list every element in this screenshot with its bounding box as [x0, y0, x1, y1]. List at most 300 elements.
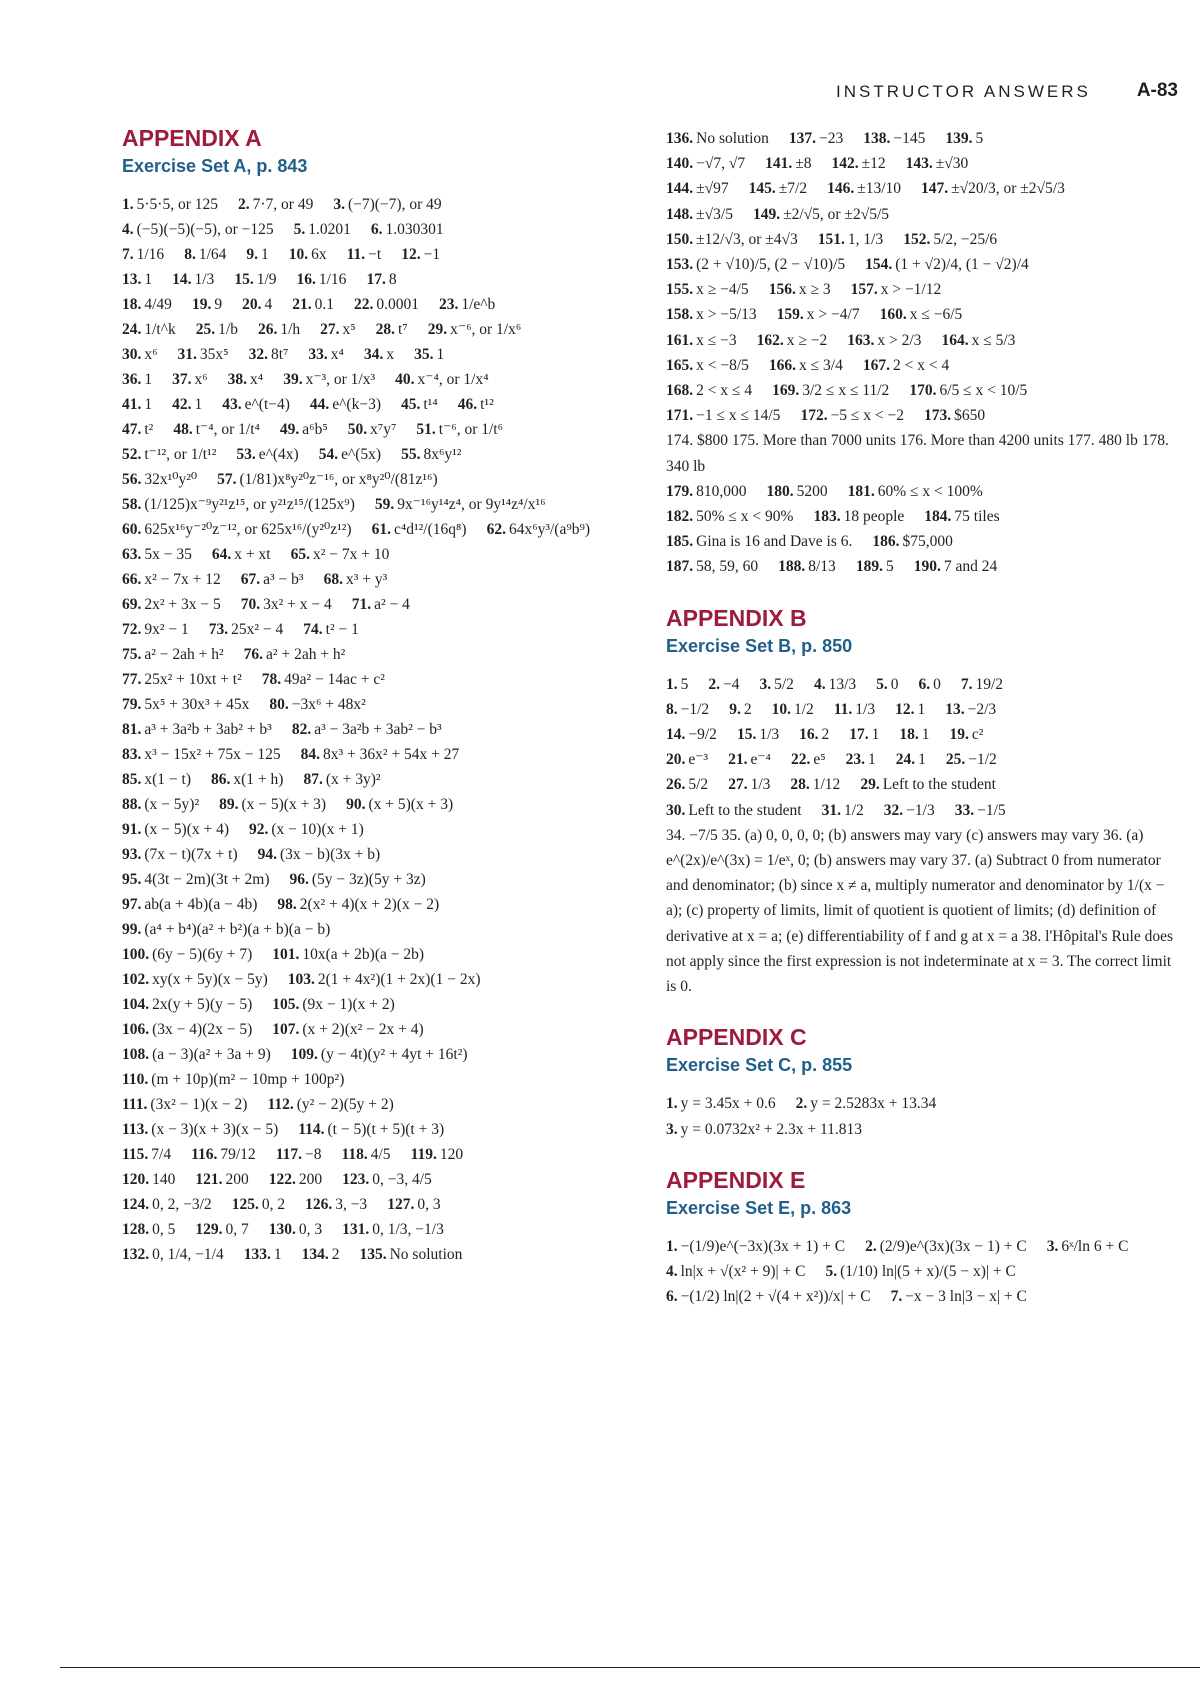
- answer-number: 121.: [195, 1171, 223, 1188]
- answer-number: 184.: [924, 508, 952, 526]
- answer-value: (1/125)x⁻⁹y²¹z¹⁵, or y²¹z¹⁵/(125x⁹): [144, 496, 355, 513]
- answer-value: 8: [388, 271, 397, 288]
- answer-value: (a − 3)(a² + 3a + 9): [152, 1046, 271, 1063]
- answer-item: [666, 533, 852, 550]
- answer-number: 59.: [374, 496, 395, 513]
- answer-number: 11.: [346, 246, 366, 263]
- answer-value: x ≤ −6/5: [909, 306, 963, 324]
- answer-item: [914, 558, 998, 575]
- answer-item: [320, 321, 356, 338]
- answer-item: [122, 1196, 212, 1213]
- answer-item: [800, 407, 904, 424]
- answer-value: x⁻³, or 1/x³: [305, 371, 376, 388]
- answer-value: 7/4: [151, 1146, 172, 1163]
- answer-line: [122, 392, 642, 417]
- answer-value: 4/49: [144, 296, 172, 313]
- answer-number: 58.: [122, 496, 142, 513]
- answer-value: 0, 1/3, −1/3: [372, 1221, 444, 1238]
- answer-number: 7.: [960, 675, 973, 693]
- answer-item: [666, 281, 749, 298]
- answer-item: [122, 1146, 171, 1163]
- answer-item: [428, 321, 521, 338]
- answer-line: [122, 317, 642, 342]
- answer-value: ±2/√5, or ±2√5/5: [783, 205, 890, 223]
- answer-value: x⁻⁶, or 1/x⁶: [450, 321, 522, 338]
- answer-value: −4: [723, 675, 740, 693]
- answer-item: [863, 130, 925, 147]
- answer-value: 1: [194, 396, 203, 413]
- appendix-b-paragraph: 34. −7/5 35. (a) 0, 0, 0, 0; (b) answers may vary (c) answers may vary 36. (a) e^(2x)/e^(3x) = 1/eˣ, 0; (b) answers may vary 37. (a) Subtract 0 from numerator and denominator; (b) since x ≠ a, multiply numerator and denominator by 1/(x − a); (c) property of limits, limit of quotient is quotient of limits; (d) definition of derivative at x = a; (e) differentiability of f and g at x = a 38. l'Hôpital's Rule does not apply since the first expression is not indeterminate at x = 3. The correct limit is 0.: [666, 826, 1174, 996]
- answer-item: [346, 796, 453, 813]
- answer-number: 112.: [267, 1096, 294, 1113]
- answer-item: [122, 1096, 247, 1113]
- answer-value: 1: [144, 271, 153, 288]
- answer-item: [884, 802, 935, 819]
- answer-number: 6.: [918, 675, 931, 693]
- answer-item: [401, 446, 461, 463]
- answer-item: [767, 483, 828, 500]
- appendix-e-heading: APPENDIX E: [666, 1166, 806, 1193]
- answer-number: 180.: [766, 482, 794, 500]
- answer-value: 7 and 24: [943, 558, 998, 576]
- answer-number: 139.: [945, 130, 973, 147]
- answer-item: [122, 921, 330, 938]
- answer-value: 1/9: [256, 271, 277, 288]
- answer-number: 1.: [122, 196, 134, 213]
- answer-item: [728, 776, 770, 793]
- answer-number: 187.: [666, 558, 694, 576]
- answer-number: 31.: [821, 801, 841, 819]
- answer-number: 181.: [847, 482, 875, 500]
- answer-value: Left to the student: [688, 801, 802, 819]
- answer-value: 0: [890, 675, 899, 693]
- answer-value: −145: [893, 130, 926, 147]
- answer-line: [666, 227, 1178, 252]
- answer-line: [122, 342, 642, 367]
- answer-number: 3.: [759, 675, 772, 693]
- appendix-b-subheading: Exercise Set B, p. 850: [666, 635, 853, 656]
- answer-value: e^(t−4): [244, 396, 290, 413]
- answer-number: 19.: [949, 726, 969, 744]
- left-column: [122, 124, 642, 1267]
- answer-number: 143.: [905, 155, 933, 173]
- answer-number: 4.: [666, 1262, 678, 1280]
- answer-item: [228, 371, 264, 388]
- answer-item: [122, 321, 176, 338]
- answer-item: [352, 596, 410, 613]
- answer-number: 84.: [300, 746, 321, 763]
- answer-number: 18.: [122, 296, 142, 313]
- answer-number: 133.: [243, 1246, 271, 1263]
- answer-number: 48.: [173, 421, 193, 438]
- answer-value: 19/2: [975, 675, 1004, 693]
- answer-number: 35.: [414, 346, 434, 363]
- answer-number: 33.: [954, 801, 975, 819]
- answer-line: [122, 242, 642, 267]
- answer-number: 10.: [288, 246, 309, 263]
- answer-item: [122, 646, 224, 663]
- answer-value: t⁻⁶, or 1/t⁶: [438, 421, 503, 438]
- answer-value: 6/5 ≤ x < 10/5: [939, 382, 1028, 400]
- answer-item: [269, 1221, 322, 1238]
- answer-value: −5 ≤ x < −2: [830, 407, 905, 425]
- answer-item: [372, 521, 467, 538]
- answer-value: y = 0.0732x² + 2.3x + 11.813: [680, 1120, 863, 1138]
- answer-number: 15.: [736, 726, 757, 744]
- answer-number: 69.: [122, 596, 142, 613]
- answer-number: 149.: [752, 205, 781, 223]
- answer-line: [122, 717, 642, 742]
- answer-value: ln|x + √(x² + 9)| + C: [680, 1262, 806, 1280]
- answer-value: 1/b: [218, 321, 238, 338]
- answer-item: [244, 646, 346, 663]
- answer-item: [955, 802, 1006, 819]
- answer-number: 36.: [122, 371, 142, 388]
- answer-line: [122, 192, 642, 217]
- answer-line: [122, 642, 642, 667]
- answer-number: 61.: [371, 521, 391, 538]
- answer-item: [242, 296, 272, 313]
- answer-item: [173, 421, 260, 438]
- answer-item: [666, 483, 747, 500]
- answer-item: [753, 206, 889, 223]
- appendix-c-subheading: Exercise Set C, p. 855: [666, 1055, 853, 1076]
- answer-number: 94.: [257, 846, 277, 863]
- answer-number: 3.: [1046, 1237, 1059, 1255]
- answer-item: [238, 196, 313, 213]
- answer-line: [666, 176, 1178, 201]
- answer-item: [298, 1121, 444, 1138]
- answer-number: 90.: [346, 796, 366, 813]
- answer-value: 6ˣ/ln 6 + C: [1061, 1237, 1129, 1255]
- answer-number: 173.: [924, 407, 952, 425]
- answer-value: $75,000: [902, 533, 953, 551]
- answer-line: [122, 742, 642, 767]
- answer-item: [880, 306, 963, 323]
- answer-value: 7·7, or 49: [252, 196, 314, 213]
- answer-item: [122, 1171, 175, 1188]
- appendix-a-tail-answers: [666, 479, 1178, 580]
- answer-value: 5/2: [774, 675, 794, 693]
- answer-value: x(1 + h): [233, 771, 284, 788]
- answer-number: 82.: [291, 721, 312, 738]
- answer-item: [122, 221, 274, 238]
- answer-item: [666, 332, 737, 349]
- answer-value: −(1/9)e^(−3x)(3x + 1) + C: [680, 1237, 846, 1255]
- answer-number: 160.: [879, 306, 907, 324]
- answer-number: 99.: [122, 921, 142, 938]
- answer-value: ±√3/5: [696, 205, 733, 223]
- answer-line: [666, 747, 1178, 772]
- answer-number: 31.: [177, 346, 197, 363]
- answer-item: [297, 271, 347, 288]
- answer-number: 156.: [768, 281, 796, 299]
- answer-item: [291, 546, 390, 563]
- answer-value: t²: [144, 421, 154, 438]
- answer-number: 43.: [222, 396, 242, 413]
- answer-number: 80.: [269, 696, 289, 713]
- answer-value: 1/16: [136, 246, 165, 263]
- answer-item: [262, 671, 385, 688]
- answer-number: 55.: [401, 446, 421, 463]
- answer-item: [924, 407, 985, 424]
- answer-item: [122, 521, 352, 538]
- answer-number: 118.: [341, 1146, 368, 1163]
- answer-value: 2(1 + 4x²)(1 + 2x)(1 − 2x): [317, 971, 481, 988]
- answer-value: 1: [871, 726, 880, 744]
- answer-line: [122, 292, 642, 317]
- answer-number: 79.: [122, 696, 142, 713]
- answer-item: [122, 546, 192, 563]
- answer-number: 10.: [771, 700, 791, 718]
- appendix-e-section: [666, 1166, 1178, 1310]
- answer-value: e⁻³: [688, 751, 709, 769]
- answer-line: [122, 1042, 642, 1067]
- answer-item: [283, 371, 375, 388]
- answer-number: 28.: [790, 776, 810, 794]
- answer-item: [122, 446, 216, 463]
- answer-item: [921, 180, 1065, 197]
- answer-item: [122, 796, 199, 813]
- answer-item: [666, 1095, 776, 1112]
- answer-number: 27.: [320, 321, 340, 338]
- answer-line: [666, 697, 1178, 722]
- answer-value: x ≤ 5/3: [971, 331, 1016, 349]
- answer-line: [666, 554, 1178, 579]
- answer-number: 19.: [191, 296, 212, 313]
- answer-number: 7.: [122, 246, 134, 263]
- answer-number: 120.: [122, 1171, 150, 1188]
- answer-line: [666, 772, 1178, 797]
- answer-item: [267, 1096, 393, 1113]
- answer-value: 58, 59, 60: [696, 558, 759, 576]
- answer-number: 29.: [427, 321, 448, 338]
- answer-value: 1: [144, 371, 153, 388]
- answer-value: −1/2: [968, 751, 997, 769]
- answer-item: [276, 1146, 322, 1163]
- answer-item: [172, 396, 202, 413]
- answer-value: (x − 5y)²: [144, 796, 200, 813]
- answer-value: (x + 5)(x + 3): [368, 796, 454, 813]
- answer-line: [122, 542, 642, 567]
- answer-number: 9.: [729, 700, 741, 718]
- answer-value: 0.1: [314, 296, 334, 313]
- answer-number: 88.: [122, 796, 142, 813]
- answer-number: 33.: [308, 346, 328, 363]
- answer-item: [288, 971, 481, 988]
- answer-item: [366, 271, 396, 288]
- answer-line: [122, 617, 642, 642]
- answer-number: 75.: [122, 646, 142, 663]
- answer-item: [244, 1246, 282, 1263]
- answer-number: 138.: [863, 130, 891, 147]
- answer-number: 172.: [800, 407, 828, 425]
- answer-number: 62.: [486, 521, 506, 538]
- answer-value: 10x(a + 2b)(a − 2b): [302, 946, 425, 963]
- answer-value: (6y − 5)(6y + 7): [152, 946, 253, 963]
- answer-number: 122.: [268, 1171, 296, 1188]
- answer-value: −1 ≤ x ≤ 14/5: [696, 407, 781, 425]
- answer-value: x⁵: [342, 321, 356, 338]
- answer-item: [292, 296, 334, 313]
- answer-value: t¹⁴: [423, 396, 438, 413]
- answer-line: [122, 692, 642, 717]
- answer-item: [122, 296, 172, 313]
- answer-number: 22.: [790, 751, 811, 769]
- answer-item: [818, 231, 883, 248]
- appendix-a-heading: APPENDIX A: [122, 125, 262, 151]
- answer-item: [348, 421, 397, 438]
- answer-line: [666, 378, 1178, 403]
- answer-value: e^(4x): [258, 446, 299, 463]
- answer-value: a² + 2ah + h²: [266, 646, 346, 663]
- answer-value: −t: [368, 246, 382, 263]
- answer-number: 146.: [827, 180, 855, 198]
- answer-item: [178, 346, 229, 363]
- answer-line: [122, 1092, 642, 1117]
- answer-number: 111.: [122, 1096, 148, 1113]
- answer-number: 86.: [211, 771, 231, 788]
- answer-line: [666, 1284, 1178, 1309]
- answer-line: [122, 917, 642, 942]
- answer-value: 1/3: [750, 776, 771, 794]
- answer-value: 1/e^b: [461, 296, 496, 313]
- answer-value: e^(k−3): [332, 396, 381, 413]
- answer-line: [666, 353, 1178, 378]
- answer-value: 1/3: [855, 700, 876, 718]
- answer-number: 17.: [849, 726, 869, 744]
- answer-number: 128.: [122, 1221, 150, 1238]
- answer-value: (2/9)e^(3x)(3x − 1) + C: [879, 1237, 1027, 1255]
- appendix-b-heading: APPENDIX B: [666, 604, 807, 631]
- answer-value: a² − 2ah + h²: [144, 646, 224, 663]
- answer-item: [834, 701, 875, 718]
- answer-number: 45.: [401, 396, 421, 413]
- answer-number: 60.: [122, 521, 142, 538]
- appendix-c-heading: APPENDIX C: [666, 1024, 807, 1051]
- answer-item: [196, 321, 238, 338]
- answer-item: [289, 871, 425, 888]
- answer-number: 188.: [778, 558, 806, 576]
- answer-line: [666, 672, 1178, 697]
- answer-number: 54.: [318, 446, 339, 463]
- answer-value: x⁶: [144, 346, 158, 363]
- answer-number: 161.: [666, 331, 694, 349]
- answer-line: [666, 277, 1178, 302]
- answer-item: [772, 701, 814, 718]
- answer-item: [666, 776, 708, 793]
- answer-line: [122, 442, 642, 467]
- answer-item: [876, 676, 898, 693]
- answer-item: [246, 246, 268, 263]
- answer-number: 4.: [813, 675, 826, 693]
- answer-item: [961, 676, 1003, 693]
- answer-number: 85.: [122, 771, 142, 788]
- answer-line: [122, 867, 642, 892]
- answer-value: 0, 5: [152, 1221, 176, 1238]
- answer-value: 3, −3: [335, 1196, 368, 1213]
- answer-item: [666, 306, 757, 323]
- answer-value: 1, 1/3: [847, 230, 884, 248]
- answer-value: 0, 3: [298, 1221, 323, 1238]
- answer-number: 5.: [876, 675, 888, 693]
- answer-line: [122, 417, 642, 442]
- answer-item: [217, 471, 438, 488]
- answer-line: [122, 567, 642, 592]
- answer-item: [292, 721, 442, 738]
- answer-item: [666, 751, 708, 768]
- answer-item: [303, 621, 359, 638]
- answer-item: [895, 701, 925, 718]
- answer-value: 2 < x ≤ 4: [696, 382, 753, 400]
- answer-item: [924, 508, 999, 525]
- answer-value: 1.030301: [385, 221, 444, 238]
- answer-value: (7x − t)(7x + t): [144, 846, 238, 863]
- answer-value: y = 3.45x + 0.6: [680, 1095, 776, 1113]
- answer-line: [666, 151, 1178, 176]
- answer-item: [666, 231, 798, 248]
- answer-item: [122, 421, 153, 438]
- answer-value: 1: [144, 396, 153, 413]
- answer-value: y = 2.5283x + 13.34: [810, 1095, 937, 1113]
- answer-number: 22.: [353, 296, 374, 313]
- answer-value: 4/5: [370, 1146, 391, 1163]
- answer-value: 0: [933, 675, 941, 693]
- answer-value: (y − 4t)(y² + 4yt + 16t²): [320, 1046, 468, 1063]
- answer-item: [305, 1196, 367, 1213]
- answer-number: 132.: [122, 1246, 150, 1263]
- answer-number: 151.: [817, 230, 845, 248]
- answer-number: 37.: [172, 371, 192, 388]
- answer-line: [122, 217, 642, 242]
- answer-number: 64.: [211, 546, 232, 563]
- answer-value: −(1/2) ln|(2 + √(4 + x²))/x| + C: [680, 1288, 871, 1306]
- answer-number: 47.: [122, 421, 142, 438]
- answer-number: 76.: [243, 646, 264, 663]
- answer-value: (1/10) ln|(5 + x)/(5 − x)| + C: [840, 1262, 1016, 1280]
- answer-value: ±√20/3, or ±2√5/3: [951, 180, 1065, 198]
- answer-value: Left to the student: [882, 776, 996, 794]
- answer-value: e⁵: [813, 751, 826, 769]
- answer-line: [122, 792, 642, 817]
- page-number: A-83: [1136, 80, 1178, 101]
- answer-number: 114.: [298, 1121, 325, 1138]
- answer-value: 5: [885, 558, 894, 576]
- answer-number: 170.: [909, 382, 937, 400]
- answer-value: x⁴: [250, 371, 264, 388]
- answer-number: 70.: [240, 596, 261, 613]
- answer-number: 6.: [666, 1288, 678, 1306]
- answer-value: 1/3: [759, 726, 780, 744]
- answer-item: [666, 256, 845, 273]
- answer-value: x < −8/5: [696, 356, 749, 374]
- answer-number: 159.: [776, 306, 804, 324]
- answer-item: [666, 726, 717, 743]
- answer-value: ab(a + 4b)(a − 4b): [144, 896, 258, 913]
- answer-item: [258, 846, 381, 863]
- answer-number: 93.: [122, 846, 142, 863]
- answer-value: (x + 2)(x² − 2x + 4): [302, 1021, 424, 1038]
- answer-item: [209, 621, 284, 638]
- answer-number: 100.: [122, 946, 150, 963]
- answer-number: 140.: [666, 155, 694, 173]
- answer-value: x⁻⁴, or 1/x⁴: [417, 371, 489, 388]
- answer-number: 137.: [788, 130, 817, 147]
- answer-number: 129.: [195, 1221, 223, 1238]
- answer-number: 87.: [303, 771, 323, 788]
- answer-item: [280, 421, 328, 438]
- answer-number: 106.: [122, 1021, 150, 1038]
